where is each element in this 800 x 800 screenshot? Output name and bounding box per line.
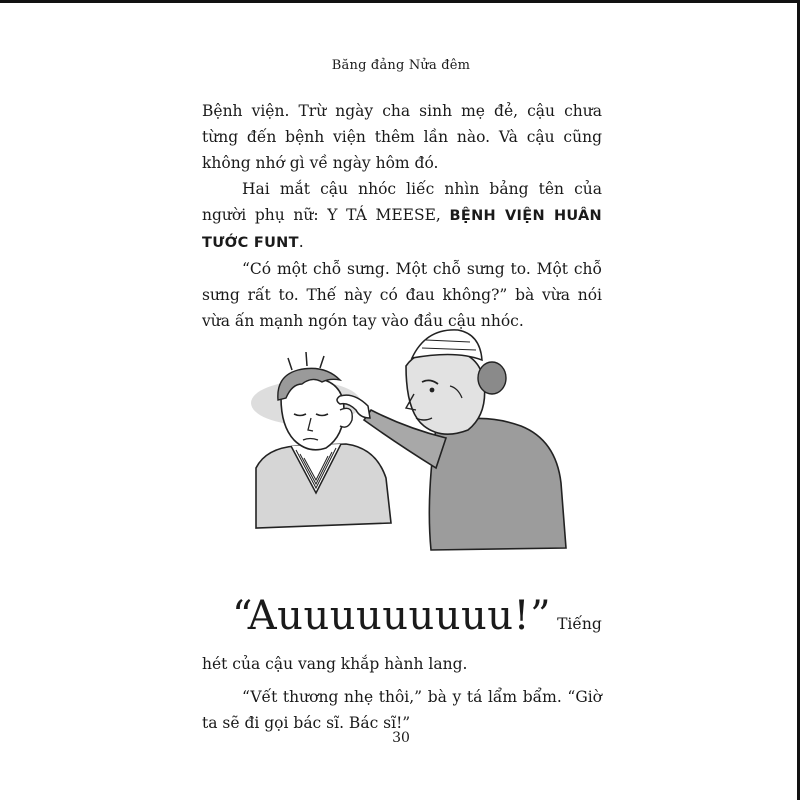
paragraph-nurse-mutter: “Vết thương nhẹ thôi,” bà y tá lẩm bẩm. “Giờ ta sẽ đi gọi bác sĩ. Bác sĩ!”	[202, 688, 602, 732]
page-number: 30	[392, 730, 410, 746]
paragraph-name-tag	[202, 176, 602, 256]
paragraph-nurse-speech: “Có một chỗ sưng. Một chỗ sưng to. Một chỗ sưng rất to. Thế này có đau không?” bà vừa nói vừa ấn mạnh ngón tay vào đầu cậu nhóc.	[202, 260, 602, 330]
scream-text: “Auuuuuuuuu!”	[232, 593, 552, 639]
body-text-upper	[202, 98, 602, 334]
running-head: Băng đảng Nửa đêm	[331, 58, 471, 73]
book-page	[196, 0, 606, 800]
paragraph-hospital: Bệnh viện. Trừ ngày cha sinh mẹ đẻ, cậu chưa từng đến bệnh viện thêm lần nào. Và cậu cũng không nhớ gì về ngày hôm đó.	[202, 102, 602, 172]
name-tag-intro: Hai mắt cậu nhóc liếc nhìn bảng tên của người phụ nữ: Y TÁ MEESE,	[202, 180, 602, 224]
scream-description: Tiếng hét của cậu vang khắp hành lang.	[202, 615, 602, 673]
nurse-and-boy-illustration	[236, 318, 576, 558]
body-text-lower	[202, 593, 602, 736]
hospital-name-sign: BỆNH VIỆN HUÂN TƯỚC FUNT	[202, 208, 602, 251]
name-tag-end: .	[298, 233, 304, 251]
paragraph-scream	[202, 593, 602, 684]
